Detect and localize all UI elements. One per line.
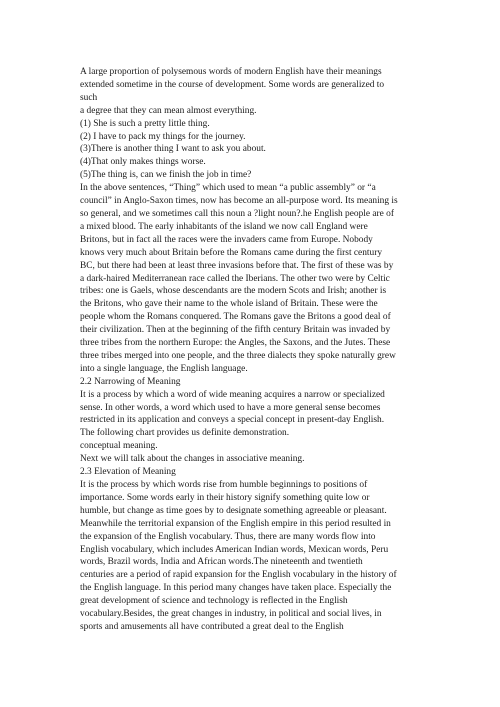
text-line: It is the process by which words rise from humble beginnings to positions of xyxy=(80,480,368,490)
text-line: restricted in its application and conveys a special concept in present-day English. xyxy=(80,415,385,426)
text-line: Britons, but in fact all the races were the invaders came from Europe. Nobody xyxy=(80,234,373,245)
text-line: words, Brazil words, India and African words.The nineteenth and twentieth xyxy=(80,557,363,568)
text-line: 2.2 Narrowing of Meaning xyxy=(80,376,181,387)
text-line: three tribes merged into one people, and the three dialects they spoke naturally grew xyxy=(80,350,396,361)
text-line: A large proportion of polysemous words of modern English have their meanings xyxy=(80,67,382,77)
text-line: tribes: one is Gaels, whose descendants are the modern Scots and Irish; another is xyxy=(80,286,387,297)
text-line: three tribes from the northern Europe: the Angles, the Saxons, and the Jutes. These xyxy=(80,338,391,349)
text-line: (1) She is such a pretty little thing. xyxy=(80,118,210,129)
text-line: (5)The thing is, can we finish the job in time? xyxy=(80,170,252,181)
text-line: vocabulary.Besides, the great changes in industry, in political and social lives, in xyxy=(80,609,382,620)
text-line: great development of science and technology is reflected in the English xyxy=(80,596,348,607)
text-line: into a single language, the English language. xyxy=(80,363,248,374)
text-line: a degree that they can mean almost everything. xyxy=(80,105,257,116)
text-line: In the above sentences, “Thing” which used to mean “a public assembly” or “a xyxy=(80,183,376,194)
text-line: centuries are a period of rapid expansion for the English vocabulary in the history of xyxy=(80,570,397,581)
text-line: importance. Some words early in their history signify something quite low or xyxy=(80,492,370,503)
text-line: BC, but there had been at least three invasions before that. The first of these was by xyxy=(80,260,394,271)
text-line: It is a process by which a word of wide meaning acquires a narrow or specialized xyxy=(80,389,385,400)
text-line: the expansion of the English vocabulary. Thus, there are many words flow into xyxy=(80,531,376,542)
text-line: sports and amusements all have contributed a great deal to the English xyxy=(80,621,344,632)
text-line: humble, but change as time goes by to designate something agreeable or pleasant. xyxy=(80,505,387,516)
text-line: Meanwhile the territorial expansion of the English empire in this period resulted in xyxy=(80,518,391,529)
text-line: council” in Anglo-Saxon times, now has become an all-purpose word. Its meaning is xyxy=(80,196,398,207)
text-line: so general, and we sometimes call this noun a ?light noun?.he English people are of xyxy=(80,208,394,219)
text-line: sense. In other words, a word which used to have a more general sense becomes xyxy=(80,402,381,413)
text-line: Next we will talk about the changes in associative meaning. xyxy=(80,454,305,465)
text-line: the Britons, who gave their name to the whole island of Britain. These were the xyxy=(80,299,378,310)
text-line: conceptual meaning. xyxy=(80,441,158,452)
text-line: (3)There is another thing I want to ask you about. xyxy=(80,144,266,155)
text-line: (4)That only makes things worse. xyxy=(80,157,206,168)
text-line: such xyxy=(80,92,98,103)
text-line: a mixed blood. The early inhabitants of the island we now call England were xyxy=(80,221,368,232)
text-line: extended sometime in the course of development. Some words are generalized to xyxy=(80,79,385,90)
text-line: people whom the Romans conquered. The Romans gave the Britons a good deal of xyxy=(80,312,391,323)
text-line: their civilization. Then at the beginning of the fifth century Britain was invaded by xyxy=(80,325,391,336)
text-line: (2) I have to pack my things for the journey. xyxy=(80,131,246,142)
text-line: a dark-haired Mediterranean race called the Iberians. The other two were by Celtic xyxy=(80,273,390,284)
text-line: the English language. In this period many changes have taken place. Especially the xyxy=(80,583,392,594)
text-line: English vocabulary, which includes American Indian words, Mexican words, Peru xyxy=(80,544,389,555)
text-line: 2.3 Elevation of Meaning xyxy=(80,467,176,478)
text-line: The following chart provides us definite demonstration. xyxy=(80,428,290,439)
document-body xyxy=(80,66,420,634)
text-line: knows very much about Britain before the Romans came during the first century xyxy=(80,247,383,258)
